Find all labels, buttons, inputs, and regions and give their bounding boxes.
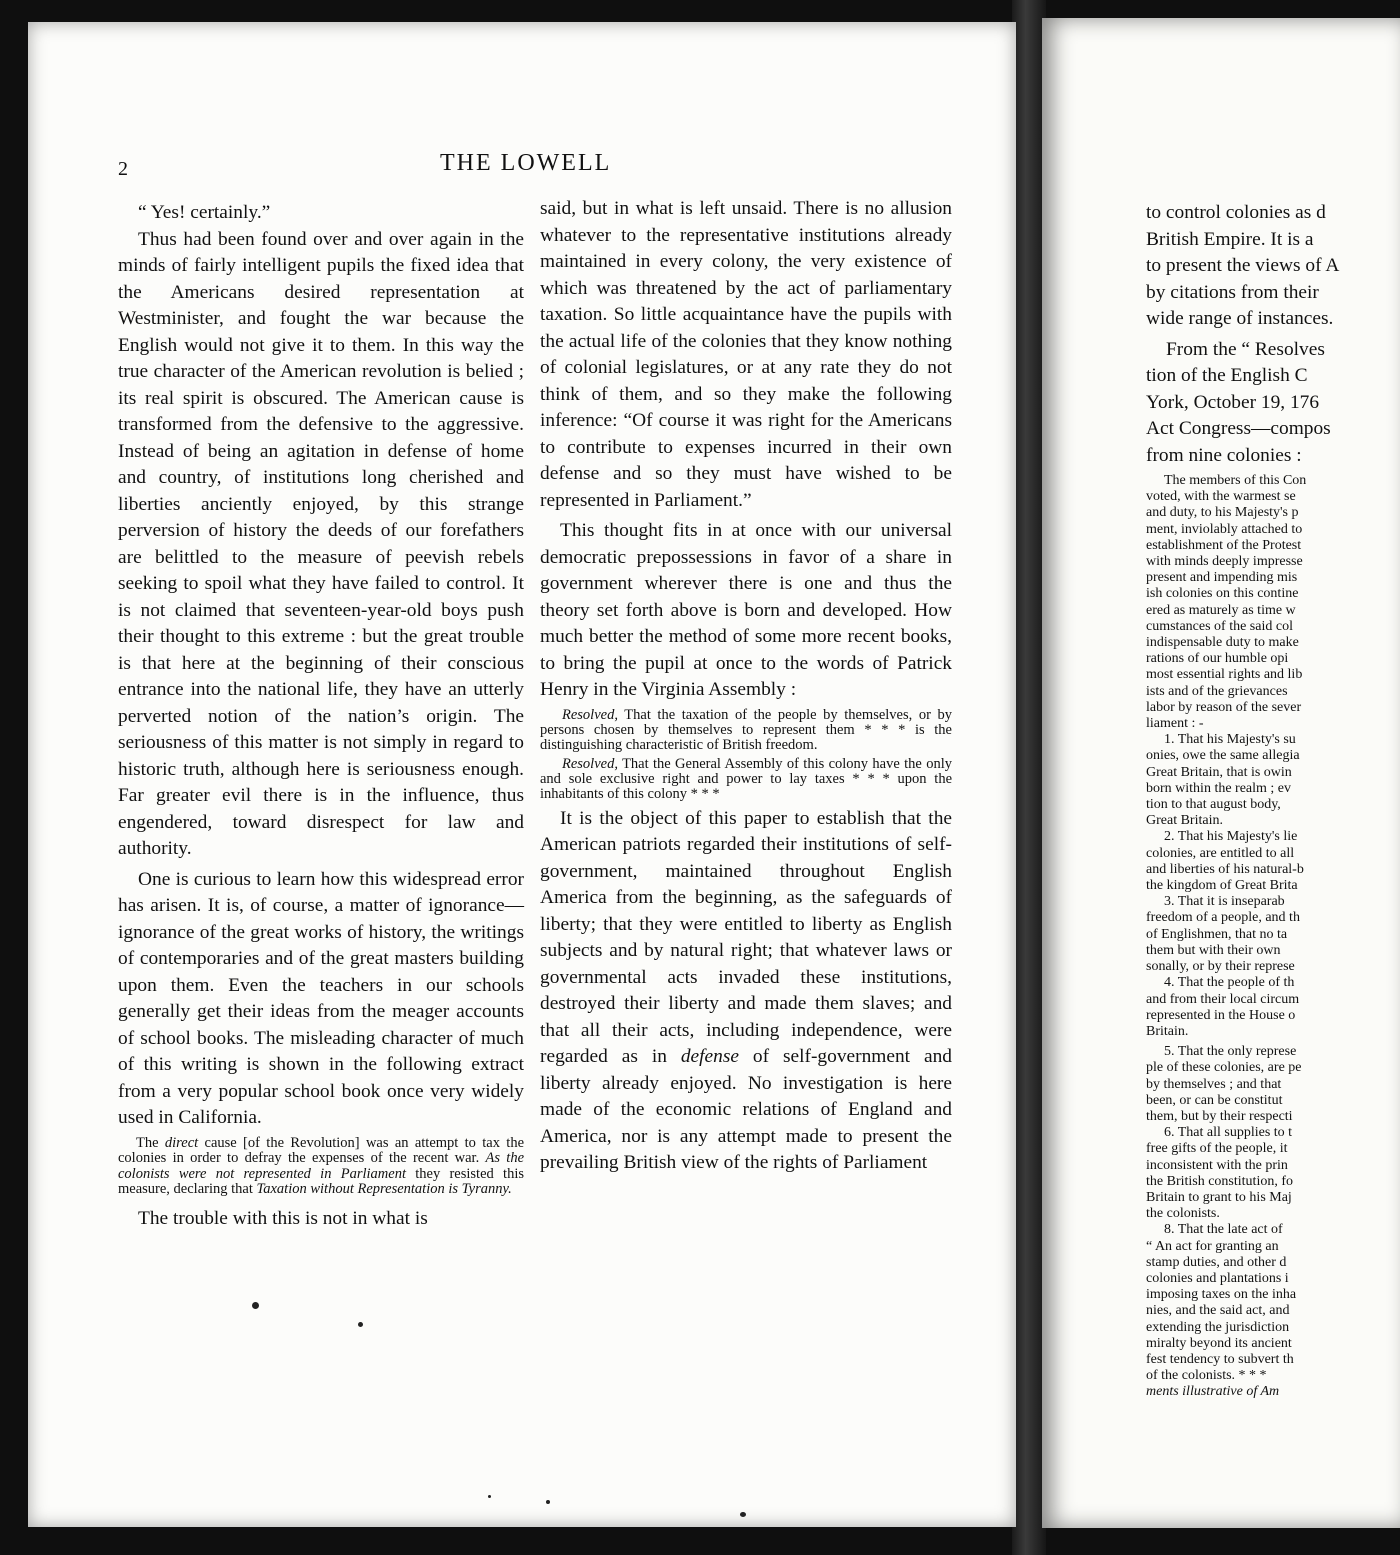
quote-line: tion to that august body, xyxy=(1146,797,1281,813)
quote-line: cumstances of the said col xyxy=(1146,618,1293,634)
quote-line: free gifts of the people, it xyxy=(1146,1141,1288,1157)
quote-line: 3. That it is inseparab xyxy=(1164,894,1285,910)
quote-line: 6. That all supplies to t xyxy=(1164,1125,1293,1141)
quote-line: the kingdom of Great Brita xyxy=(1146,878,1298,894)
text-column-middle xyxy=(540,196,952,1177)
quote-line: them, but by their respecti xyxy=(1146,1108,1293,1124)
quote-line: ment, inviolably attached to xyxy=(1146,521,1303,537)
paragraph: said, but in what is left unsaid. There is no allusion whatever to the representative institutions already maintained in every colony, the very existence of which was threatened by the act of parliamentary taxation. So little acquaintance have the pupils with the actual life of the colonies that they know nothing of colonial legislatures, or at any rate they do not think of them, and so they make the following inference: “Of course it was right for the Americans to contribute to expenses incurred in their own defense and so they must have wished to be represented in Parliament.” xyxy=(540,198,952,511)
quote-line: and duty, to his Majesty's p xyxy=(1146,505,1299,521)
quote-line: been, or can be constitut xyxy=(1146,1092,1283,1108)
page-gutter-shadow xyxy=(1012,0,1046,1555)
quote-line: ish colonies on this contine xyxy=(1146,586,1299,602)
running-head: THE LOWELL xyxy=(440,150,612,176)
quote-line: of the colonists. * * * xyxy=(1146,1368,1267,1384)
quote-line: them but with their own xyxy=(1146,942,1281,958)
text-column-right-cropped xyxy=(1146,200,1400,1401)
text-line: from nine colonies : xyxy=(1146,444,1302,466)
quote-line: nies, and the said act, and xyxy=(1146,1303,1290,1319)
quote-line: labor by reason of the sever xyxy=(1146,699,1302,715)
quote-line: ments illustrative of Am xyxy=(1146,1384,1280,1400)
quote-line: 1. That his Majesty's su xyxy=(1164,732,1296,748)
quote-line: represented in the House o xyxy=(1146,1007,1296,1023)
resolution-label: Resolved, xyxy=(562,755,618,772)
text-line: From the “ Resolves xyxy=(1166,338,1325,360)
quote-line: stamp duties, and other d xyxy=(1146,1254,1287,1270)
paragraph-emphasis: defense xyxy=(680,1046,739,1067)
quote-line: ists and of the grievances xyxy=(1146,683,1288,699)
quote-line: the colonists. xyxy=(1146,1206,1220,1222)
resolves-quote xyxy=(1146,473,1400,1401)
paragraph-text: It is the object of this paper to establish that the American patriots regarded their institutions of self-government, maintained throughout English America from the beginning, as the safeguards of liberty; that they were entitled to liberty as English subjects and by natural right; that whatever laws or governmental acts invaded these institutions, destroyed their liberty and made them slaves; and that all their acts, including independence, were regarded as in xyxy=(540,807,952,1067)
paragraph: This thought fits in at once with our universal democratic prepossessions in favor of a share in government wherever there is one and thus the theory set forth above is born and developed. How much better the method of some more recent books, to bring the pupil at once to the words of Patrick Henry in the Virginia Assembly : xyxy=(540,520,952,700)
quote-line: the British constitution, fo xyxy=(1146,1173,1293,1189)
text-line: York, October 19, 176 xyxy=(1146,391,1320,413)
print-speck xyxy=(740,1512,746,1517)
quote-line: 4. That the people of th xyxy=(1164,975,1295,991)
quote-text: cause [of the Revolution] was an attempt to tax the colonies in order to defray the expenses of the recent war. xyxy=(118,1134,525,1167)
quote-line: Great Britain. xyxy=(1146,813,1223,829)
quote-line: sonally, or by their represe xyxy=(1146,959,1295,975)
quote-line: with minds deeply impresse xyxy=(1146,554,1303,570)
text-line: by citations from their xyxy=(1146,281,1319,303)
quote-line: freedom of a people, and th xyxy=(1146,910,1300,926)
print-speck xyxy=(546,1500,550,1504)
resolution-label: Resolved, xyxy=(562,706,618,723)
quote-line: ered as maturely as time w xyxy=(1146,602,1296,618)
quote-line: colonies and plantations i xyxy=(1146,1270,1289,1286)
quote-line: 8. That the late act of xyxy=(1164,1222,1283,1238)
quote-line: most essential rights and lib xyxy=(1146,667,1303,683)
quote-line: “ An act for granting an xyxy=(1146,1238,1279,1254)
text-line: to control colonies as d xyxy=(1146,202,1326,223)
page-number: 2 xyxy=(118,158,128,180)
quote-line: Great Britain, that is owin xyxy=(1146,764,1292,780)
text-line: wide range of instances. xyxy=(1146,308,1334,329)
quote-line: born within the realm ; ev xyxy=(1146,780,1292,796)
quote-line: miralty beyond its ancient xyxy=(1146,1335,1292,1351)
resolution-quote xyxy=(540,757,952,802)
quote-line: 2. That his Majesty's lie xyxy=(1164,829,1298,845)
paragraph: One is curious to learn how this widespread error has arisen. It is, of course, a matter of ignorance—ignorance of the great works of history, the writings of contemporaries and of the great masters building upon them. Even the teachers in our schools generally get their ideas from the meager accounts of school books. The misleading character of much of this writing is shown in the following extract from a very popular school book once very widely used in California. xyxy=(118,868,524,1128)
quote-line: establishment of the Protest xyxy=(1146,537,1302,553)
quote-line: and liberties of his natural-b xyxy=(1146,861,1304,877)
quote-line: voted, with the warmest se xyxy=(1146,489,1296,505)
resolution-text: That the taxation of the people by themselves, or by persons chosen by themselves to represent them * * * is the distinguishing characteristic of British freedom. xyxy=(540,706,952,753)
paragraph: The trouble with this is not in what is xyxy=(138,1207,428,1229)
block-quote xyxy=(118,1136,524,1198)
quote-line: extending the jurisdiction xyxy=(1146,1319,1290,1335)
quote-line: of Englishmen, that no ta xyxy=(1146,926,1288,942)
paragraph: Thus had been found over and over again in the minds of fairly intelligent pupils the fixed idea that the Americans desired representation at Westminister, and fought the war because the English would not give it to them. In this way the true character of the American revolution is belied ; its real spirit is obscured. The American cause is transformed from the defensive to the aggressive. Instead of being an agitation in defense of home and country, of institutions long cherished and liberties anciently enjoyed, by this strange perversion of history the deeds of our forefathers are belittled to the measure of peevish rebels seeking to spoil what they have failed to control. It is not claimed that seventeen-year-old boys push their thought to this extreme : but the great trouble is that here at the beginning of their conscious entrance into the national life, they have an utterly perverted notion of the nation’s origin. The seriousness of this matter is not simply in regard to historic truth, although here is seriousness enough. Far greater evil there is in the influence, thus engendered, toward disrespect for law and authority. xyxy=(118,228,524,859)
quote-line: The members of this Con xyxy=(1164,473,1307,488)
text-line: tion of the English C xyxy=(1146,365,1308,386)
print-speck xyxy=(252,1302,259,1309)
quote-text: The xyxy=(136,1134,159,1151)
quote-line: 5. That the only represe xyxy=(1164,1044,1297,1060)
quote-line: colonies, are entitled to all xyxy=(1146,845,1295,861)
print-speck xyxy=(358,1322,363,1327)
text-column-left xyxy=(118,200,524,1232)
quote-line: ple of these colonies, are pe xyxy=(1146,1060,1302,1076)
quote-line: Britain. xyxy=(1146,1023,1189,1039)
quote-line: by themselves ; and that xyxy=(1146,1076,1282,1092)
paragraph xyxy=(540,806,952,1177)
text-line: Act Congress—compos xyxy=(1146,418,1331,439)
quote-emphasis: direct xyxy=(164,1134,199,1151)
text-line: to present the views of A xyxy=(1146,255,1340,276)
quote-line: liament : - xyxy=(1146,716,1204,732)
paragraph-text: of self-government and liberty already enjoyed. No investigation is here made of the economic relations of England and America, nor is any attempt made to present the prevailing British view of the rights of Parliament xyxy=(540,1046,952,1173)
quote-line: rations of our humble opi xyxy=(1146,651,1289,667)
quote-line: Britain to grant to his Maj xyxy=(1146,1189,1292,1205)
resolution-text: That the General Assembly of this colony have the only and sole exclusive right and power to lay taxes * * * upon the inhabitants of this colony * * * xyxy=(540,755,952,802)
quote-emphasis: Taxation without Representation is Tyranny. xyxy=(256,1181,512,1198)
quote-line: imposing taxes on the inha xyxy=(1146,1287,1297,1303)
quote-line: fest tendency to subvert th xyxy=(1146,1351,1294,1367)
quote-emphasis: As the colonists were not represented in Parliament xyxy=(118,1150,525,1182)
paragraph: “ Yes! certainly.” xyxy=(138,202,271,223)
quote-line: indispensable duty to make xyxy=(1146,635,1299,651)
quote-line: inconsistent with the prin xyxy=(1146,1157,1288,1173)
text-line: British Empire. It is a xyxy=(1146,228,1314,250)
resolution-quote xyxy=(540,708,952,753)
quote-text: they resisted this measure, declaring that xyxy=(118,1165,524,1198)
quote-line: present and impending mis xyxy=(1146,570,1298,586)
quote-line: onies, owe the same allegia xyxy=(1146,748,1300,764)
print-speck xyxy=(488,1495,491,1498)
quote-line: and from their local circum xyxy=(1146,991,1300,1007)
